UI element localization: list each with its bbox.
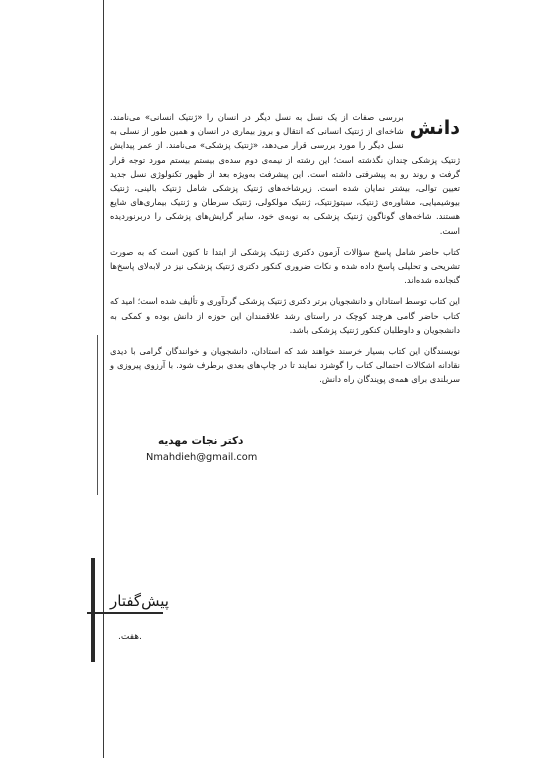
preface-body <box>110 110 460 394</box>
page-title: پیش‌گفتار <box>110 592 169 610</box>
author-name: دکتر نجات مهدیه <box>158 435 244 447</box>
paragraph-3: این کتاب توسط استادان و دانشجویان برتر دکتری ژنتیک پزشکی گردآوری و تألیف شده است؛ امید که کتاب حاضر گامی هرچند کوچک در راستای رشد علاقمندان این حوزه از دانش بوده و کمکی به دانشجویان و داوطلبان کنکور ژنتیک پزشکی باشد. <box>110 296 460 335</box>
drop-word: دانش <box>409 117 460 139</box>
paragraph-2: کتاب حاضر شامل پاسخ سؤالات آزمون دکتری ژنتیک پزشکی از ابتدا تا کنون است که به صورت تشریحی و تحلیلی پاسخ داده شده و نکات ضروری کنکور دکتری ژنتیک پزشکی نیز در لابه‌لای پاسخ‌ها گنجانده شده‌اند. <box>110 246 460 286</box>
margin-rule-long <box>103 0 104 758</box>
margin-rule-short <box>97 335 98 495</box>
paragraph-1 <box>110 110 460 238</box>
page-number: .هفت. <box>118 632 142 642</box>
author-email: Nmahdieh@gmail.com <box>146 452 258 463</box>
paragraph-4: نویسندگان این کتاب بسیار خرسند خواهند شد که استادان، دانشجویان و خوانندگان گرامی با دیدی نقادانه اشکالات احتمالی کتاب را گوشزد نمایند تا در چاپ‌های بعدی برطرف شود. با آرزوی پیروزی و سربلندی برای همه‌ی پویندگان راه دانش. <box>110 346 460 385</box>
paragraph-1-text: بررسی صفات از یک نسل به نسل دیگر در انسان را «ژنتیک انسانی» می‌نامند. شاخه‌ای از ژنتیک انسانی که انتقال و بروز بیماری در انسان و همین طور از نسلی به نسل دیگر را مورد بررسی قرار می‌دهد، «ژنتیک پزشکی» می‌نامند. از عمر پیدایش ژنتیک پزشکی چندان نگذشته است؛ این رشته از نیمه‌ی دوم سده‌ی بیستم بیستم مورد توجه قرار گرفت و روند رو به پیشرفتی داشته است. این پیشرفت به‌ویژه بعد از ظهور تکنولوژی نسل جدید تعیین توالی، بیشتر نمایان شده است. زیرشاخه‌های ژنتیک پزشکی شامل ژنتیک بالینی، ژنتیک بیوشیمیایی، مشاوره‌ی ژنتیک، سیتوژنتیک، ژنتیک مولکولی، ژنتیک سرطان و ژنتیک بیماری‌های شایع هستند. شاخه‌های گوناگون ژنتیک پزشکی به نوبه‌ی خود، سایر گرایش‌های پزشکی را دربرنوردیده است. <box>110 112 460 236</box>
section-marker-bar <box>91 558 95 662</box>
section-marker-underline <box>87 612 163 614</box>
